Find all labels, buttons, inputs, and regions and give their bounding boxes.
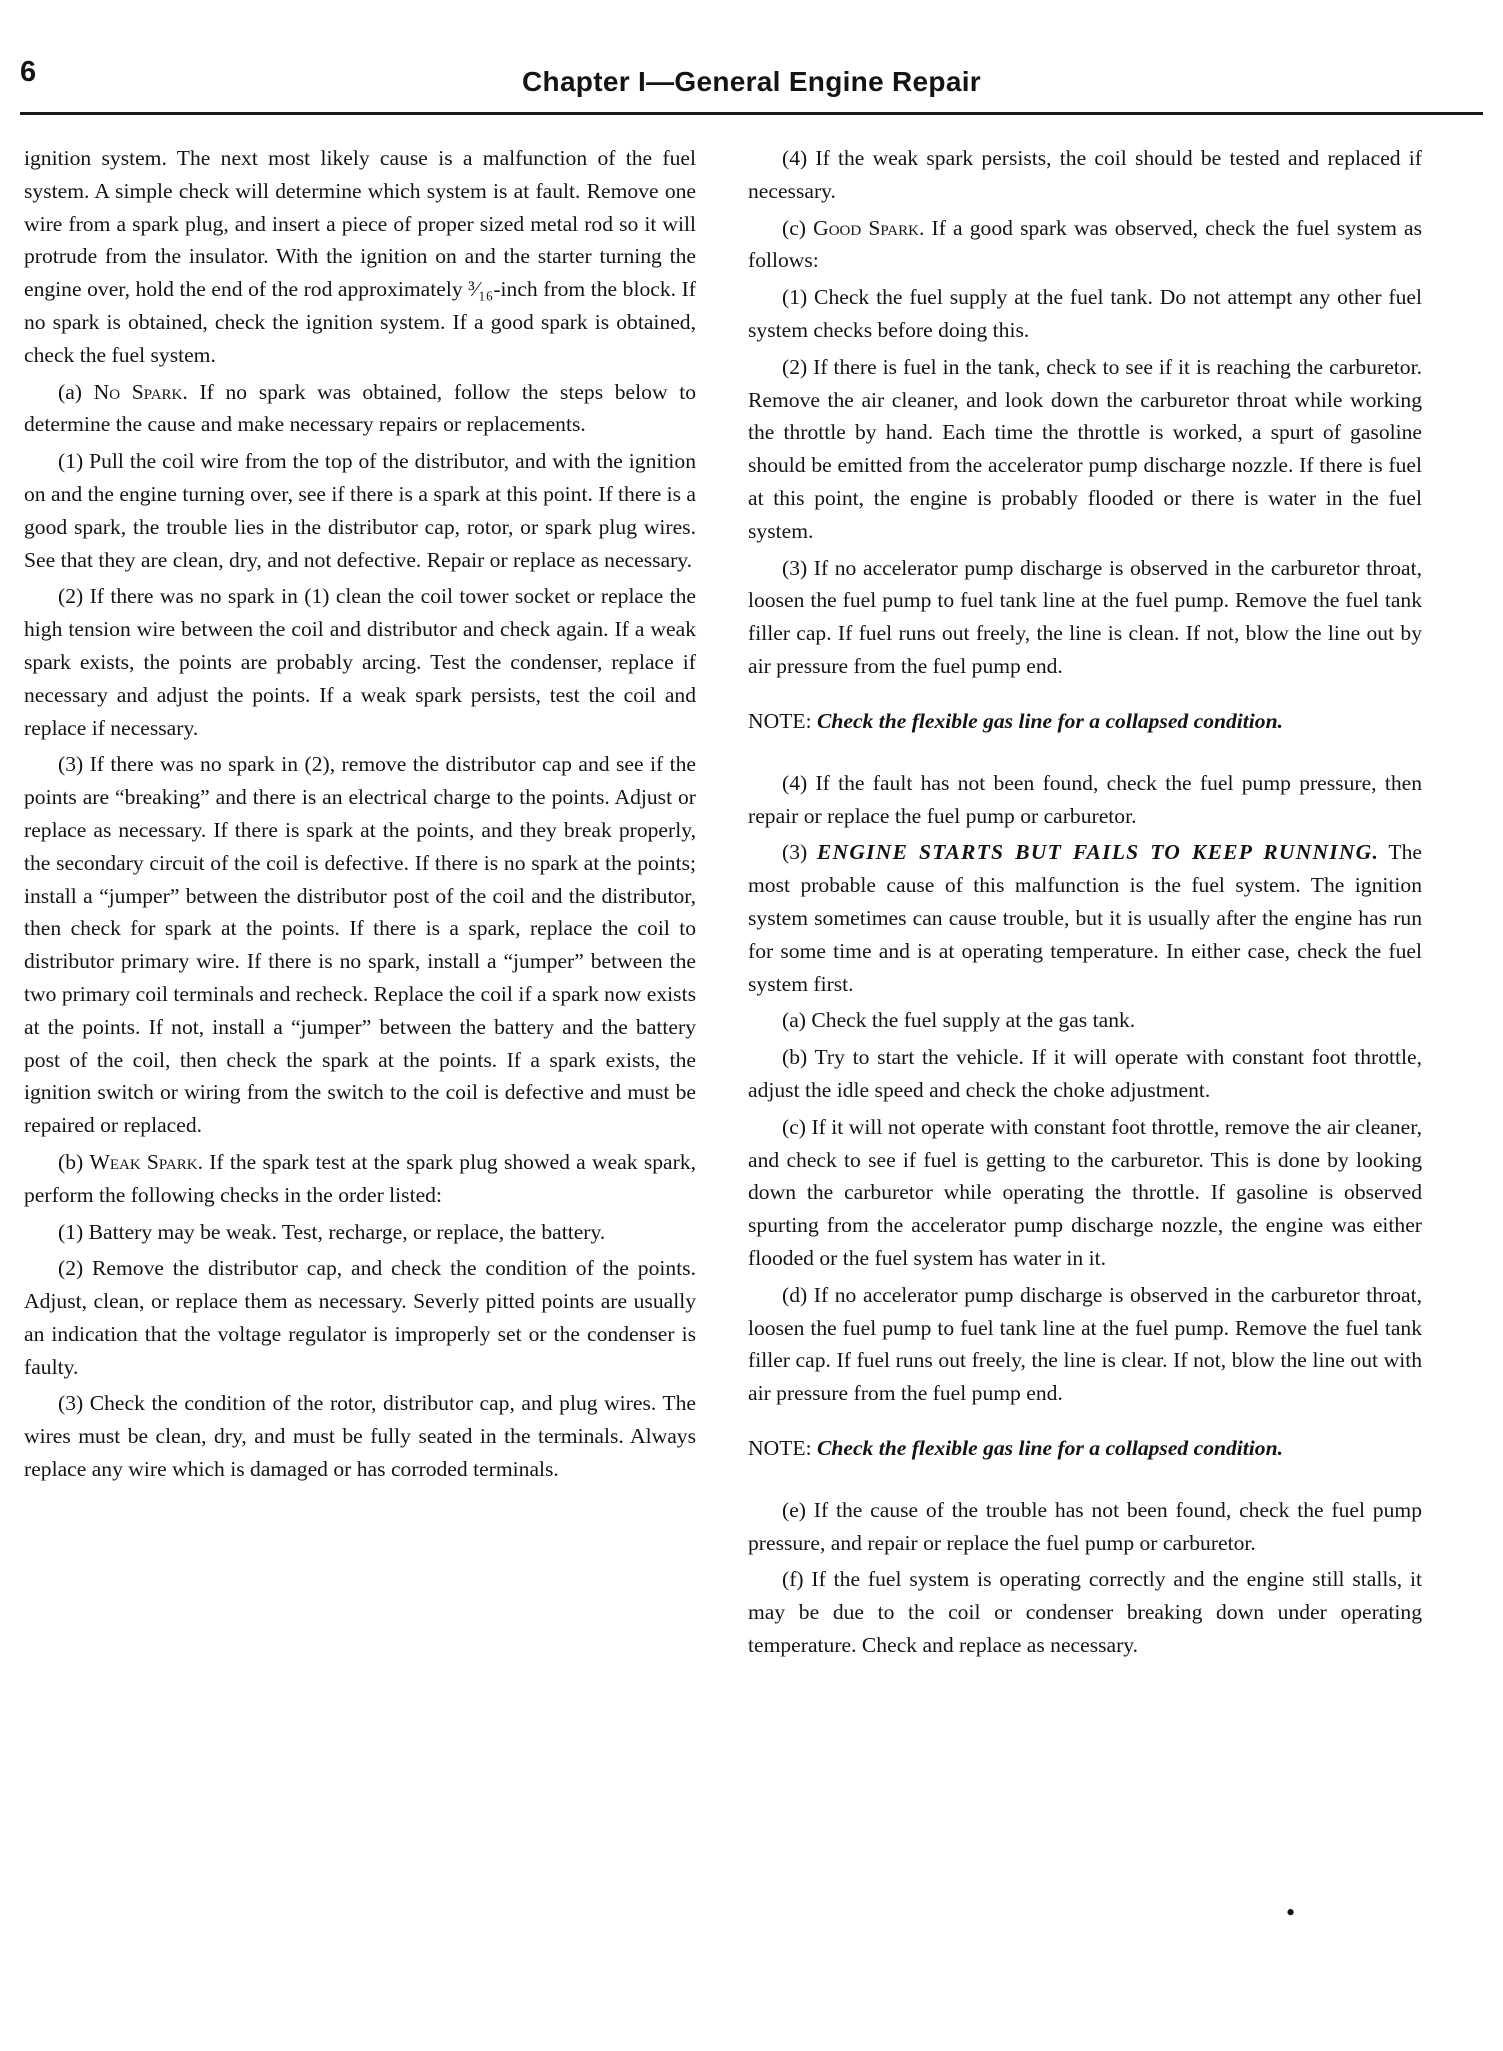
paragraph-text: If a good spark was observed, check the fuel system as follows: <box>748 215 1422 273</box>
section-heading-starts-fails: ENGINE STARTS BUT FAILS TO KEEP RUNNING. <box>816 840 1380 865</box>
step-s3a: (a) Check the fuel supply at the gas tank. <box>782 1008 1136 1033</box>
paragraph-starts-fails <box>748 836 1422 1000</box>
paragraph-text: If no spark was obtained, follow the steps below to determine the cause and make necessary repairs or replacements. <box>24 379 696 437</box>
section-heading-weak-spark: Weak Spark. <box>89 1149 203 1174</box>
item-label: (3) <box>782 840 817 865</box>
note-label: NOTE: <box>748 708 817 733</box>
step-b1: (1) Battery may be weak. Test, recharge, or replace, the battery. <box>58 1219 606 1244</box>
paragraph-good-spark <box>748 212 1422 278</box>
step-s3c: (c) If it will not operate with constant foot throttle, remove the air cleaner, and check to see if fuel is getting to the carburetor. This is done by looking down the carburetor while operating the throttle. If gasoline is observed spurting from the accelerator pump discharge nozzle, the engine was either flooded or the fuel system has water in it. <box>748 1114 1422 1270</box>
step-a1: (1) Pull the coil wire from the top of the distributor, and with the ignition on and the engine turning over, see if there is a spark at this point. If there is a good spark, the trouble lies in the distributor cap, rotor, or spark plug wires. See that they are clean, dry, and not defective. Repair or replace as necessary. <box>24 449 696 572</box>
step-c2: (2) If there is fuel in the tank, check to see if it is reaching the carburetor. Remove the air cleaner, and look down the carburetor throat while working the throttle by hand. Each time the throttle is worked, a spurt of gasoline should be emitted from the accelerator pump discharge nozzle. If there is fuel at this point, the engine is probably flooded or there is water in the fuel system. <box>748 354 1422 543</box>
step-s3f: (f) If the fuel system is operating correctly and the engine still stalls, it may be due to the coil or condenser breaking down under operating temperature. Check and replace as necessary. <box>748 1567 1422 1658</box>
note-text: Check the flexible gas line for a collapsed condition. <box>816 708 1284 733</box>
step-b3: (3) Check the condition of the rotor, distributor cap, and plug wires. The wires must be clean, dry, and must be fully seated in the terminals. Always replace any wire which is damaged or has corroded terminals. <box>24 1391 696 1482</box>
note-collapsed-line-1 <box>748 705 1422 737</box>
note-label: NOTE: <box>748 1435 817 1460</box>
paragraph-text: If the spark test at the spark plug showed a weak spark, perform the following checks in the order listed: <box>24 1149 697 1207</box>
running-title: Chapter I—General Engine Repair <box>522 66 981 97</box>
step-s3b: (b) Try to start the vehicle. If it will operate with constant foot throttle, adjust the idle speed and check the choke adjustment. <box>748 1045 1422 1102</box>
scan-dot: • <box>1286 1898 1296 1927</box>
item-label: (a) <box>58 379 94 404</box>
step-s3e: (e) If the cause of the trouble has not been found, check the fuel pump pressure, and repair or replace the fuel pump or carburetor. <box>748 1497 1422 1555</box>
section-heading-good-spark: Good Spark. <box>813 215 925 240</box>
left-column <box>24 142 696 1490</box>
section-heading-no-spark: No Spark. <box>93 379 188 404</box>
step-c1: (1) Check the fuel supply at the fuel tank. Do not attempt any other fuel system checks before doing this. <box>748 285 1422 342</box>
step-a3: (3) If there was no spark in (2), remove the distributor cap and see if the points are “breaking” and there is an electrical charge to the points. Adjust or replace as necessary. If there is spark at the points, and they break properly, the secondary circuit of the coil is defective. If there is no spark at the points; install a “jumper” between the distributor post of the coil and the distributor, then check for spark at the points. If there is a spark, replace the coil to distributor primary wire. If there is no spark, install a “jumper” between the two primary coil terminals and recheck. Replace the coil if a spark now exists at the points. If not, install a “jumper” between the battery and the battery post of the coil, then check the spark at the points. If a spark exists, the ignition switch or wiring from the switch to the coil is defective and must be repaired or replaced. <box>24 752 696 1138</box>
note-collapsed-line-2 <box>748 1432 1422 1464</box>
step-b2: (2) Remove the distributor cap, and check the condition of the points. Adjust, clean, or replace them as necessary. Severly pitted points are usually an indication that the voltage regulator is improperly set or the condenser is faulty. <box>24 1256 696 1379</box>
step-c3: (3) If no accelerator pump discharge is observed in the carburetor throat, loosen the fuel pump to fuel tank line at the fuel pump. Remove the fuel tank filler cap. If fuel runs out freely, the line is clean. If not, blow the line out by air pressure from the fuel pump end. <box>748 555 1422 678</box>
paragraph-text: The most probable cause of this malfunction is the fuel system. The ignition system sometimes can cause trouble, but it is usually after the engine has run for some time and is at operating temperature. In either case, check the fuel system first. <box>748 840 1423 996</box>
header-rule <box>20 112 1483 115</box>
paragraph-no-spark <box>24 376 696 442</box>
step-b4: (4) If the weak spark persists, the coil should be tested and replaced if necessary. <box>748 146 1422 203</box>
paragraph-weak-spark <box>24 1146 696 1212</box>
step-c4: (4) If the fault has not been found, check the fuel pump pressure, then repair or replace the fuel pump or carburetor. <box>748 770 1422 828</box>
paragraph-intro: ignition system. The next most likely cause is a malfunction of the fuel system. A simple check will determine which system is at fault. Remove one wire from a spark plug, and insert a piece of proper sized metal rod so it will protrude from the insulator. With the ignition on and the starter turning the engine over, hold the end of the rod approximately ³⁄₁₆-inch from the block. If no spark is obtained, check the ignition system. If a good spark is obtained, check the fuel system. <box>24 146 696 367</box>
item-label: (b) <box>58 1149 90 1174</box>
step-s3d: (d) If no accelerator pump discharge is observed in the carburetor throat, loosen the fuel pump to fuel tank line at the fuel pump. Remove the fuel tank filler cap. If fuel runs out freely, the line is clear. If not, blow the line out with air pressure from the fuel pump end. <box>748 1282 1422 1406</box>
right-column <box>748 142 1422 1666</box>
step-a2: (2) If there was no spark in (1) clean the coil tower socket or replace the high tension wire between the coil and distributor and check again. If a weak spark exists, the points are probably arcing. Test the condenser, replace if necessary and adjust the points. If a weak spark persists, test the coil and replace if necessary. <box>24 584 696 740</box>
item-label: (c) <box>782 215 814 240</box>
page-number: 6 <box>20 56 37 88</box>
note-text: Check the flexible gas line for a collapsed condition. <box>816 1435 1284 1460</box>
